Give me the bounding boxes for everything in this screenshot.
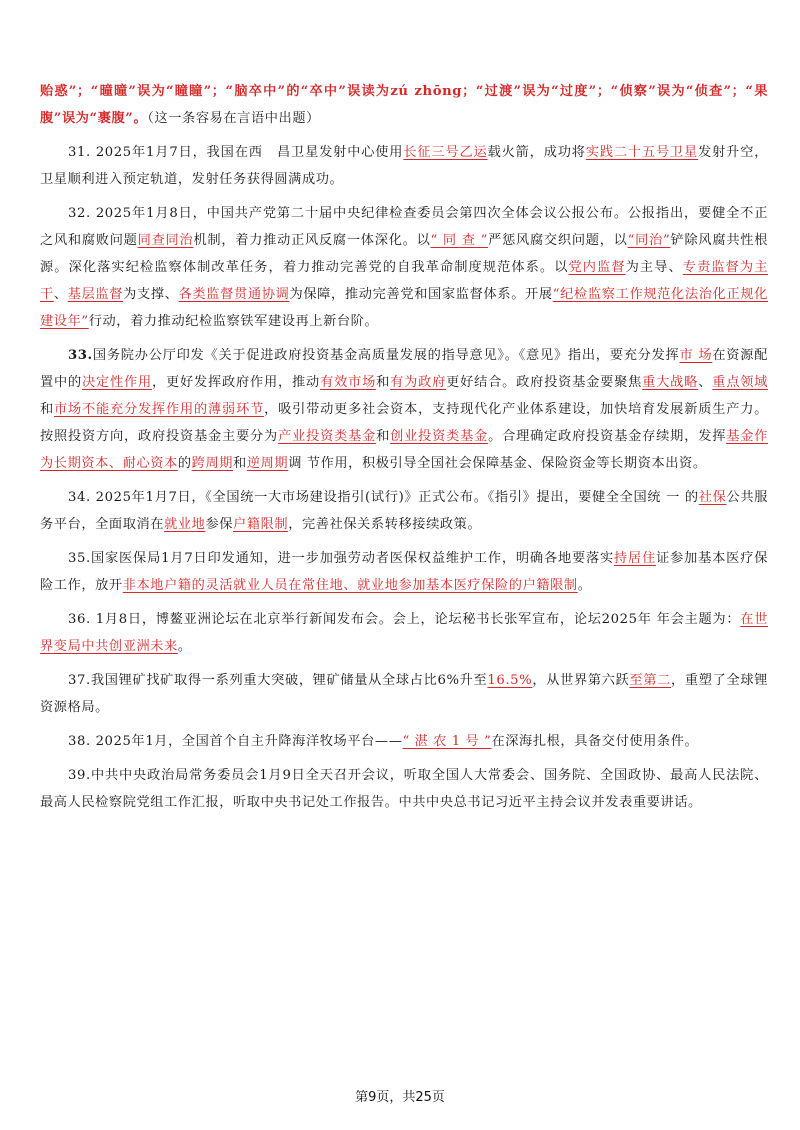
item-31: 31. 2025年1月7日，我国在西 昌卫星发射中心使用长征三号乙运载火箭，成功将实践二十五号卫星发射升空，卫星顺利进入预定轨道，发射任务获得圆满成功。 [40, 145, 769, 187]
item-38: 38. 2025年1月，全国首个自主升降海洋牧场平台——“ 湛 农 1 号 ”在深海扎根，具备交付使用条件。 [68, 734, 699, 749]
item-number: 35. [68, 551, 91, 566]
intro-paragraph [40, 78, 768, 132]
highlight: 产业投资类基金 [278, 429, 377, 444]
highlight: 非本地户籍的灵活就业人员在常住地、就业地参加基本医疗保险的户籍限制 [122, 578, 578, 593]
item-number: 34 [68, 490, 86, 505]
highlight: 有为政府 [390, 375, 447, 390]
item-37: 37.我国锂矿找矿取得一系列重大突破，锂矿储量从全球占比6%升至16.5%，从世界第六跃至第二，重塑了全球锂资源格局。 [40, 673, 768, 715]
item-35: 35.国家医保局1月7日印发通知，进一步加强劳动者医保权益维护工作，明确各地要落实持居住证参加基本医疗保险工作，放开非本地户籍的灵活就业人员在常住地、就业地参加基本医疗保险的户籍限制。 [40, 551, 768, 593]
highlight: 重点领域 [712, 375, 768, 390]
item-number: 39. [68, 768, 91, 783]
highlight: 基层监督 [67, 287, 124, 302]
highlight: 逆周期 [246, 456, 289, 471]
intro-bold-text: 贻惑”；“曈曈”误为“瞳瞳”；“脑卒中”的“卒中”误读为zú zhōng；“过渡”误为“过度”；“侦察”误为“侦查”；“果腹”误为“裹腹”。 [40, 84, 768, 126]
highlight: 同查同治 [137, 233, 194, 248]
highlight: 有效市场 [320, 375, 377, 390]
highlight: 基金作 为长期资本、耐心资本 [40, 429, 768, 471]
item-number: 38 [68, 734, 86, 749]
highlight: 持居住 [614, 551, 657, 566]
item-34: 34. 2025年1月7日，《全国统一大市场建设指引(试行)》正式公布。《指引》提出，要健全全国统 一 的社保公共服务平台，全面取消在就业地参保户籍限制，完善社保关系转移接续政策。 [40, 490, 769, 532]
highlight: 决定性作用 [82, 375, 153, 390]
highlight: 专责监督为主干 [40, 260, 768, 302]
document-page [40, 78, 768, 823]
highlight: 市场不能充分发挥作用的薄弱环节 [54, 402, 265, 417]
item-number: 31 [68, 145, 86, 160]
highlight: 重大战略 [642, 375, 699, 390]
item-number: 36 [68, 612, 86, 627]
highlight: 创业投资类基金 [390, 429, 489, 444]
highlight: 就业地 [164, 517, 206, 532]
highlight: 各类监督贯通协调 [178, 287, 290, 302]
highlight: 跨周期 [191, 456, 234, 471]
highlight: 社保 [698, 490, 727, 505]
item-33: 33.国务院办公厅印发《关于促进政府投资基金高质量发展的指导意见》。《意见》指出，要充分发挥市 场在资源配置中的决定性作用，更好发挥政府作用，推动有效市场和有为政府更好结合。政府投资基金要聚焦重大战略、重点领域和市场不能充分发挥作用的薄弱环节，吸引带动更多社会资本，支持现代化产业体系建设，加快培育发展新质生产力。按照投资方向，政府投资基金主要分为产业投资类基金和创业投资类基金。合理确定政府投资基金存续期，发挥基金作 为长期资本、耐心资本的跨周期和逆周期调 节作用，积极引导全国社会保障基金、保险资金等长期资本出资。 [40, 348, 768, 471]
highlight: “同治” [627, 233, 671, 248]
highlight: “ 湛 农 1 号 ” [402, 734, 492, 749]
highlight: “纪检监察工作规范化法治化正规化建设年” [40, 287, 768, 329]
item-32: 32. 2025年1月8日，中国共产党第二十届中央纪律检查委员会第四次全体会议公报公布。公报指出，要健全不正之风和腐败问题同查同治机制，着力推动正风反腐一体深化。以“ 同 查 ”严惩风腐交织问题，以“同治”铲除风腐共性根源。深化落实纪检监察体制改革任务，着力推动完善党的自我革命制度规范体系。以党内监督为主导、专责监督为主干、基层监督为支撑、各类监督贯通协调为保障，推动完善党和国家监督体系。开展“纪检监察工作规范化法治化正规化建设年”行动，着力推动纪检监察铁军建设再上新台阶。 [40, 206, 769, 329]
item-number: 37. [68, 673, 91, 688]
highlight: “ 同 查 ” [430, 233, 488, 248]
highlight: 市 场 [679, 348, 713, 363]
intro-note: （这一条容易在言语中出题） [147, 111, 320, 126]
highlight: 在世界变局中共创亚洲未来 [40, 612, 769, 654]
highlight: 长征三号乙运 [403, 145, 488, 160]
item-39: 39.中共中央政治局常务委员会1月9日全天召开会议，听取全国人大常委会、国务院、全国政协、最高人民法院、最高人民检察院党组工作汇报，听取中央书记处工作报告。中共中央总书记习近平主持会议并发表重要讲话。 [40, 768, 768, 810]
page-number-footer: 第9页，共25页 [355, 1090, 445, 1105]
item-36: 36. 1月8日，博鳌亚洲论坛在北京举行新闻发布会。会上，论坛秘书长张军宣布，论坛2025年 年会主题为：在世界变局中共创亚洲未来。 [40, 612, 769, 654]
highlight: 至第二 [629, 673, 672, 688]
highlight: 户籍限制 [233, 517, 289, 532]
highlight: 16.5% [487, 673, 533, 688]
highlight: 实践二十五号卫星 [585, 145, 699, 160]
highlight: 党内监督 [568, 260, 626, 275]
item-number: 33. [68, 348, 93, 363]
item-number: 32 [68, 206, 86, 221]
